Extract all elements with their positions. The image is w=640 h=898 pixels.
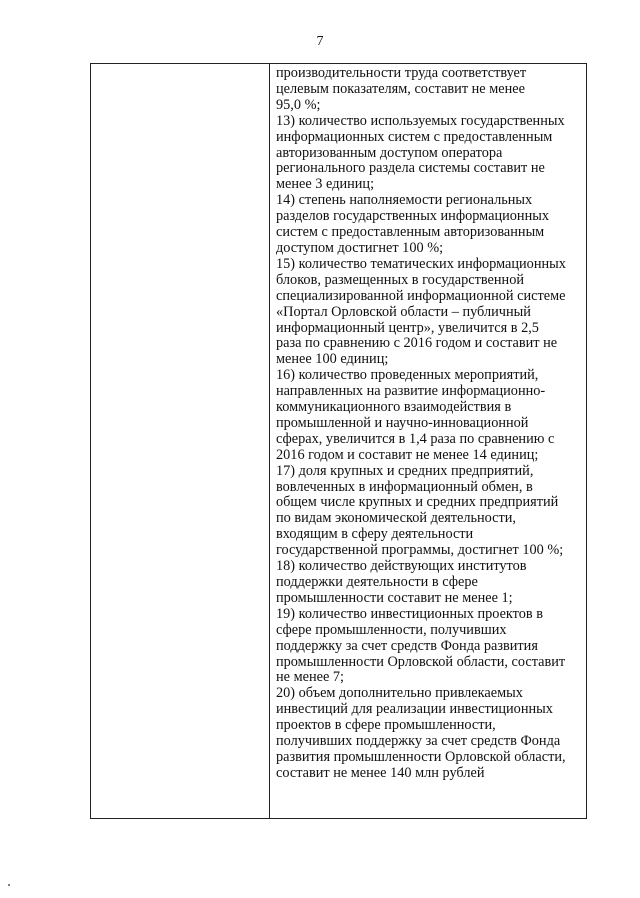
text-line: промышленной и научно-инновационной	[276, 414, 529, 431]
text-line: 17) доля крупных и средних предприятий,	[276, 462, 534, 479]
text-line: «Портал Орловской области – публичный	[276, 303, 531, 320]
text-line: информационных систем с предоставленным	[276, 128, 553, 145]
text-line: систем с предоставленным авторизованным	[276, 224, 545, 241]
text-line: 16) количество проведенных мероприятий,	[276, 367, 539, 384]
text-line: промышленности Орловской области, составит	[276, 653, 566, 670]
text-line: составит не менее 140 млн рублей	[276, 764, 485, 781]
text-line: не менее 7;	[276, 669, 345, 686]
text-line: специализированной информационной системе	[276, 287, 566, 304]
text-line: 18) количество действующих институтов	[276, 558, 527, 575]
text-line: менее 100 единиц;	[276, 351, 389, 368]
text-line: информационный центр», увеличится в 2,5	[276, 319, 539, 336]
text-line: 19) количество инвестиционных проектов в	[276, 605, 543, 622]
page-number: 7	[316, 34, 324, 49]
text-line: 20) объем дополнительно привлекаемых	[276, 685, 523, 702]
text-line: по видам экономической деятельности,	[276, 510, 516, 527]
text-line: блоков, размещенных в государственной	[276, 271, 525, 288]
text-line: производительности труда соответствует	[276, 65, 527, 81]
text-line: промышленности составит не менее 1;	[276, 589, 513, 606]
text-line: поддержки деятельности в сфере	[276, 574, 478, 590]
text-line: общем числе крупных и средних предприятий	[276, 494, 559, 511]
text-line: авторизованным доступом оператора	[276, 144, 503, 161]
text-line: 15) количество тематических информационных	[276, 255, 566, 272]
text-line: государственной программы, достигнет 100 %;	[276, 542, 564, 559]
text-line: проектов в сфере промышленности,	[276, 717, 496, 734]
text-line: 2016 годом и составит не менее 14 единиц;	[276, 446, 539, 463]
text-line: сфере промышленности, получивших	[276, 621, 507, 638]
text-line: развития промышленности Орловской области,	[276, 748, 566, 765]
text-line: входящим в сферу деятельности	[276, 526, 474, 543]
text-line: раза по сравнению с 2016 годом и составит не	[276, 335, 558, 352]
text-line: 95,0 %;	[276, 96, 321, 113]
text-line: получивших поддержку за счет средств Фонда	[276, 733, 561, 750]
text-line: разделов государственных информационных	[276, 208, 549, 225]
table-right-cell	[270, 64, 586, 818]
text-line: инвестиций для реализации инвестиционных	[276, 701, 553, 718]
text-line: 14) степень наполняемости региональных	[276, 192, 533, 209]
text-line: сферах, увеличится в 1,4 раза по сравнению с	[276, 430, 555, 447]
text-line: доступом достигнет 100 %;	[276, 239, 444, 256]
document-table	[90, 63, 587, 819]
scan-speck	[8, 884, 10, 886]
text-line: регионального раздела системы составит не	[276, 160, 545, 177]
text-line: вовлеченных в информационный обмен, в	[276, 478, 533, 495]
table-left-cell	[91, 64, 270, 818]
text-line: целевым показателям, составит не менее	[276, 80, 525, 97]
text-line: 13) количество используемых государственных	[276, 112, 565, 129]
text-line: поддержку за счет средств Фонда развития	[276, 637, 538, 654]
text-line: менее 3 единиц;	[276, 176, 375, 193]
text-line: направленных на развитие информационно-	[276, 383, 546, 400]
text-line: коммуникационного взаимодействия в	[276, 399, 512, 416]
